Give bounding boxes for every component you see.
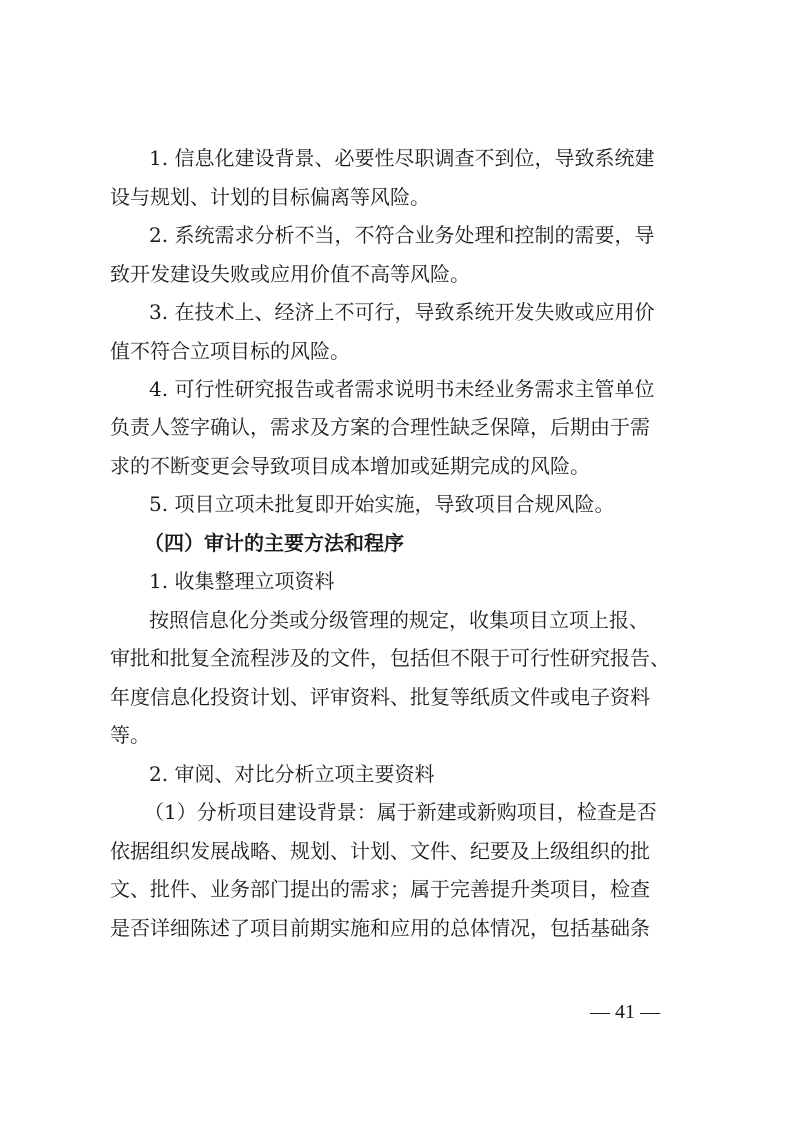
subsection-heading: 2. 审阅、对比分析立项主要资料 bbox=[149, 762, 435, 786]
text-line: 审批和批复全流程涉及的文件，包括但不限于可行性研究报告、 bbox=[110, 646, 670, 670]
text-line: （1）分析项目建设背景：属于新建或新购项目，检查是否 bbox=[144, 800, 657, 824]
text-line: 等。 bbox=[110, 723, 150, 747]
text-line: 求的不断变更会导致项目成本增加或延期完成的风险。 bbox=[110, 454, 590, 478]
text-line: 值不符合立项目标的风险。 bbox=[110, 339, 350, 363]
text-line: 依据组织发展战略、规划、计划、文件、纪要及上级组织的批 bbox=[110, 839, 650, 863]
text-line: 3. 在技术上、经济上不可行，导致系统开发失败或应用价 bbox=[149, 300, 655, 324]
page-number: — 41 — bbox=[590, 1001, 660, 1023]
text-line: 是否详细陈述了项目前期实施和应用的总体情况，包括基础条 bbox=[110, 916, 650, 940]
text-line: 文、批件、业务部门提出的需求；属于完善提升类项目，检查 bbox=[110, 877, 650, 901]
subsection-heading: 1. 收集整理立项资料 bbox=[149, 569, 335, 593]
text-line: 年度信息化投资计划、评审资料、批复等纸质文件或电子资料 bbox=[110, 685, 650, 709]
text-line: 致开发建设失败或应用价值不高等风险。 bbox=[110, 262, 470, 286]
text-line: 设与规划、计划的目标偏离等风险。 bbox=[110, 185, 430, 209]
text-line: 负责人签字确认，需求及方案的合理性缺乏保障，后期由于需 bbox=[110, 415, 650, 439]
text-line: 4. 可行性研究报告或者需求说明书未经业务需求主管单位 bbox=[149, 377, 655, 401]
text-line: 1. 信息化建设背景、必要性尽职调查不到位，导致系统建 bbox=[149, 146, 655, 170]
text-line: 5. 项目立项未批复即开始实施，导致项目合规风险。 bbox=[149, 492, 615, 516]
section-heading: （四）审计的主要方法和程序 bbox=[144, 531, 404, 555]
text-line: 2. 系统需求分析不当，不符合业务处理和控制的需要，导 bbox=[149, 223, 655, 247]
text-line: 按照信息化分类或分级管理的规定，收集项目立项上报、 bbox=[149, 608, 649, 632]
